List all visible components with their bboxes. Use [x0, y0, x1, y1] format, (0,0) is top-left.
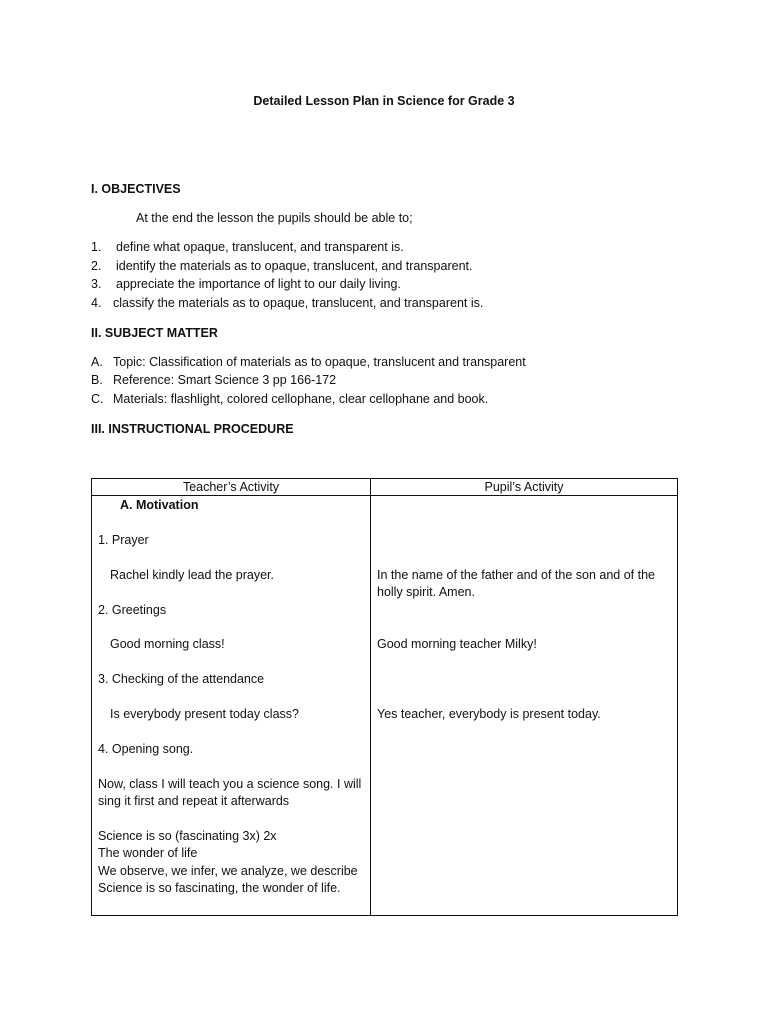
attendance-label: 3. Checking of the attendance	[98, 672, 265, 686]
prayer-label: 1. Prayer	[98, 533, 149, 547]
list-item: Materials: flashlight, colored cellophane, clear cellophane and book.	[113, 392, 489, 406]
list-item-number: 2.	[91, 259, 102, 273]
list-item: classify the materials as to opaque, translucent, and transparent is.	[113, 296, 484, 310]
song-intro-line: sing it first and repeat it afterwards	[98, 794, 290, 808]
list-item: define what opaque, translucent, and transparent is.	[116, 240, 404, 254]
pupil-prayer-line: In the name of the father and of the son and of the	[377, 568, 655, 582]
lyrics-line: We observe, we infer, we analyze, we describe	[98, 864, 358, 878]
list-item-number: 4.	[91, 296, 102, 310]
table-header-row	[92, 479, 678, 496]
lyrics-line: Science is so fascinating, the wonder of life.	[98, 881, 341, 895]
objectives-intro: At the end the lesson the pupils should be able to;	[136, 211, 413, 225]
pupil-prayer-line: holly spirit. Amen.	[377, 585, 475, 599]
prayer-line: Rachel kindly lead the prayer.	[110, 568, 274, 582]
list-item-label: C.	[91, 392, 104, 406]
lyrics-line: The wonder of life	[98, 846, 198, 860]
document-title: Detailed Lesson Plan in Science for Grade 3	[253, 94, 515, 108]
list-item: Topic: Classification of materials as to opaque, translucent and transparent	[113, 355, 526, 369]
list-item-label: A.	[91, 355, 103, 369]
list-item: appreciate the importance of light to our daily living.	[116, 277, 401, 291]
motivation-heading: A. Motivation	[120, 498, 199, 512]
song-intro-line: Now, class I will teach you a science song. I will	[98, 777, 362, 791]
greetings-label: 2. Greetings	[98, 603, 167, 617]
lyrics-line: Science is so (fascinating 3x) 2x	[98, 829, 277, 843]
teacher-activity-header: Teacher’s Activity	[92, 479, 371, 496]
list-item: identify the materials as to opaque, translucent, and transparent.	[116, 259, 473, 273]
pupil-greeting: Good morning teacher Milky!	[377, 637, 537, 651]
list-item-number: 1.	[91, 240, 102, 254]
attendance-line: Is everybody present today class?	[110, 707, 299, 721]
activity-table	[91, 478, 678, 916]
subject-matter-heading: II. SUBJECT MATTER	[91, 326, 218, 340]
objectives-heading: I. OBJECTIVES	[91, 182, 181, 196]
list-item: Reference: Smart Science 3 pp 166-172	[113, 373, 337, 387]
table-row	[92, 496, 678, 916]
list-item-number: 3.	[91, 277, 102, 291]
song-label: 4. Opening song.	[98, 742, 194, 756]
procedure-heading: III. INSTRUCTIONAL PROCEDURE	[91, 422, 294, 436]
list-item-label: B.	[91, 373, 103, 387]
greetings-line: Good morning class!	[110, 637, 225, 651]
pupil-activity-cell	[371, 496, 678, 916]
teacher-activity-cell	[92, 496, 371, 916]
pupil-attendance: Yes teacher, everybody is present today.	[377, 707, 601, 721]
pupil-activity-header: Pupil’s Activity	[371, 479, 678, 496]
